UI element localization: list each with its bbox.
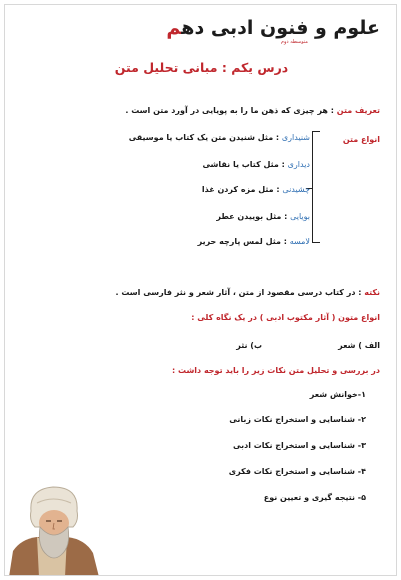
brand-title-accent: م (166, 17, 182, 39)
worksheet-page (4, 4, 397, 576)
text-type-item (129, 133, 310, 142)
text-type-item (202, 160, 310, 169)
brand-logo (166, 17, 380, 45)
text-type-example: : مثل شنیدن متن یک کتاب یا موسیقی (128, 133, 280, 142)
analysis-step: ۴- شناسایی و استخراج نکات فکری (228, 467, 366, 476)
brand-title (166, 17, 380, 39)
note-label: نکته (364, 288, 380, 297)
text-type-kind: شنیداری (281, 133, 310, 142)
definition-line (125, 106, 380, 115)
text-type-kind: دیداری (287, 160, 310, 169)
analysis-step: ۵- نتیجه گیری و تعیین نوع (263, 493, 366, 502)
note-text: : در کتاب درسی مقصود از متن ، آثار شعر و نثر فارسی است . (115, 288, 362, 297)
text-type-kind: بویایی (290, 212, 310, 221)
bracket-shape (312, 131, 320, 243)
definition-text: : هر چیزی که ذهن ما را به پویایی در آورد متن است . (125, 106, 334, 115)
text-type-kind: لامسه (289, 237, 310, 246)
analysis-step: ۳- شناسایی و استخراج نکات ادبی (233, 441, 366, 450)
definition-label: تعریف متن (336, 106, 380, 115)
text-type-example: : مثل لمس پارچه حریر (197, 237, 287, 246)
analysis-heading: در بررسی و تحلیل متن نکات زیر را باید توجه داشت : (171, 366, 380, 375)
text-type-example: : مثل کتاب یا نقاشی (202, 160, 285, 169)
literary-types-heading: انواع متون ( آثار مکتوب ادبی ) در یک نگاه کلی : (191, 313, 380, 322)
lesson-title: درس یکم : مبانی تحلیل متن (114, 60, 289, 75)
note-line (116, 288, 381, 297)
text-type-example: : مثل مزه کردن غذا (201, 185, 280, 194)
poet-portrait-image (7, 481, 103, 576)
analysis-step: ۱-خوانش شعر (309, 390, 366, 399)
text-type-kind: چشیدنی (282, 185, 310, 194)
literary-type-prose: ب) نثر (236, 341, 262, 350)
text-type-item (202, 185, 310, 194)
text-types-label: انواع متن (342, 135, 380, 144)
text-type-item (216, 212, 310, 221)
text-type-example: : مثل بوییدن عطر (216, 212, 288, 221)
analysis-step: ۲- شناسایی و استخراج نکات زبانی (229, 415, 366, 424)
text-type-item (198, 237, 310, 246)
brand-title-main: علوم و فنون ادبی ده (181, 17, 380, 39)
brand-subtitle: متوسطه دوم (280, 39, 308, 45)
literary-type-poem: الف ) شعر (338, 341, 380, 350)
literary-types-row (170, 341, 380, 353)
